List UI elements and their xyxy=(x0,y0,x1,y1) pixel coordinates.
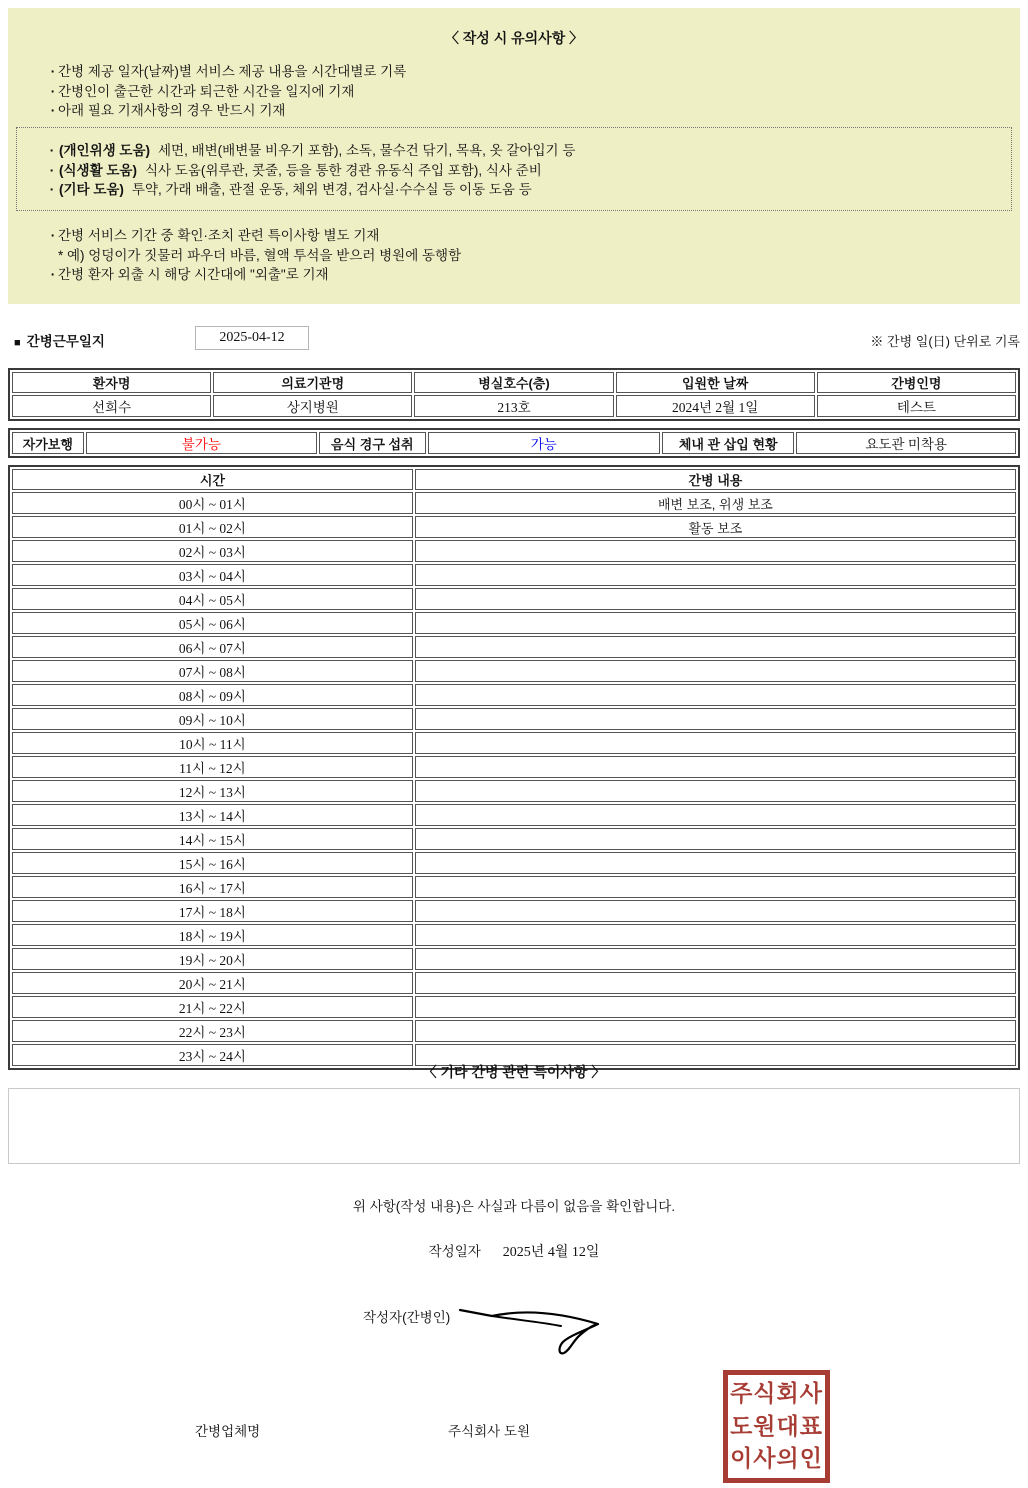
care-content-cell xyxy=(415,540,1016,562)
hourly-care-row xyxy=(12,708,1016,730)
bullet-marker: · xyxy=(50,228,56,243)
care-content-cell xyxy=(415,996,1016,1018)
care-content-cell xyxy=(415,972,1016,994)
worklog-title xyxy=(14,330,105,350)
patient-column-header: 입원한 날짜 xyxy=(616,372,815,393)
time-slot-cell: 19시 ~ 20시 xyxy=(12,948,413,970)
caregiver-signature xyxy=(440,1294,620,1364)
patient-header-row xyxy=(12,372,1016,393)
bullet-marker: · xyxy=(49,182,55,197)
care-content-cell xyxy=(415,732,1016,754)
help-item xyxy=(47,161,1003,181)
notice-bullet xyxy=(48,82,1000,102)
bullet-marker: · xyxy=(50,103,56,118)
notice-top-bullets xyxy=(48,62,1000,121)
time-slot-cell: 18시 ~ 19시 xyxy=(12,924,413,946)
hourly-care-row xyxy=(12,996,1016,1018)
help-item-label: (식생활 도움) xyxy=(59,162,137,178)
patient-status-table xyxy=(8,428,1020,458)
care-content-cell xyxy=(415,804,1016,826)
notice-bottom-bullets xyxy=(48,226,1000,285)
bullet-text: 간병 환자 외출 시 해당 시간대에 "외출"로 기재 xyxy=(58,267,329,282)
time-slot-cell: 20시 ~ 21시 xyxy=(12,972,413,994)
time-slot-cell: 14시 ~ 15시 xyxy=(12,828,413,850)
stamp-line: 이사의인 xyxy=(730,1445,823,1471)
time-slot-cell: 15시 ~ 16시 xyxy=(12,852,413,874)
time-slot-cell: 07시 ~ 08시 xyxy=(12,660,413,682)
hourly-care-row xyxy=(12,492,1016,514)
care-content-cell xyxy=(415,780,1016,802)
company-label: 간병업체명 xyxy=(195,1424,261,1439)
stamp-line: 도원대표 xyxy=(730,1413,823,1439)
written-date-value: 2025년 4월 12일 xyxy=(502,1245,600,1260)
hourly-care-row xyxy=(12,660,1016,682)
tube-status-label: 체내 관 삽입 현황 xyxy=(662,432,794,454)
stamp-line: 주식회사 xyxy=(730,1381,823,1407)
bullet-marker: · xyxy=(50,267,56,282)
hourly-care-row xyxy=(12,972,1016,994)
patient-status-row xyxy=(12,432,1016,454)
time-slot-cell: 17시 ~ 18시 xyxy=(12,900,413,922)
care-content-cell xyxy=(415,876,1016,898)
time-slot-cell: 06시 ~ 07시 xyxy=(12,636,413,658)
help-item-label: (기타 도움) xyxy=(59,182,124,197)
hourly-care-row xyxy=(12,924,1016,946)
time-column-header: 시간 xyxy=(12,469,413,490)
confirmation-statement: 위 사항(작성 내용)은 사실과 다름이 없음을 확인합니다. xyxy=(352,1199,676,1214)
oral-intake-value: 가능 xyxy=(428,432,661,454)
hourly-care-row xyxy=(12,948,1016,970)
notice-title: 〈 작성 시 유의사항 〉 xyxy=(444,30,584,46)
notice-bullet xyxy=(48,62,1000,82)
bullet-text: 간병 제공 일자(날짜)별 서비스 제공 내용을 시간대별로 기록 xyxy=(58,64,407,79)
time-slot-cell: 23시 ~ 24시 xyxy=(12,1044,413,1066)
hourly-care-row xyxy=(12,516,1016,538)
patient-column-header: 간병인명 xyxy=(817,372,1016,393)
hourly-care-row xyxy=(12,612,1016,634)
help-item xyxy=(47,141,1003,161)
worklog-date-input[interactable]: 2025-04-12 xyxy=(195,326,309,350)
bullet-text: 투약, 가래 배출, 관절 운동, 체위 변경, 검사실·수수실 등 이동 도움 등 xyxy=(131,182,532,197)
time-slot-cell: 22시 ~ 23시 xyxy=(12,1020,413,1042)
hourly-care-row xyxy=(12,876,1016,898)
patient-column-header: 환자명 xyxy=(12,372,211,393)
walk-status-label: 자가보행 xyxy=(12,432,84,454)
tube-status-value: 요도관 미착용 xyxy=(796,432,1016,454)
company-seal-stamp xyxy=(723,1370,830,1483)
required-items-box xyxy=(16,127,1012,211)
care-content-cell xyxy=(415,756,1016,778)
bullet-text: 세면, 배변(배변물 비우기 포함), 소독, 물수건 닦기, 목욕, 옷 갈아입기 등 xyxy=(158,143,576,158)
hourly-care-row xyxy=(12,804,1016,826)
care-content-cell xyxy=(415,1020,1016,1042)
hourly-care-row xyxy=(12,540,1016,562)
hourly-care-table xyxy=(8,465,1020,1070)
notice-bullet xyxy=(48,226,1000,246)
special-notes-title: 〈 기타 간병 관련 특이사항 〉 xyxy=(422,1064,606,1080)
time-slot-cell: 05시 ~ 06시 xyxy=(12,612,413,634)
care-content-cell xyxy=(415,948,1016,970)
hourly-care-row xyxy=(12,756,1016,778)
time-slot-cell: 21시 ~ 22시 xyxy=(12,996,413,1018)
care-content-cell xyxy=(415,660,1016,682)
walk-status-value: 불가능 xyxy=(86,432,318,454)
hourly-care-row xyxy=(12,636,1016,658)
bullet-text: 아래 필요 기재사항의 경우 반드시 기재 xyxy=(58,103,286,118)
care-content-cell xyxy=(415,564,1016,586)
patient-column-header: 병실호수(층) xyxy=(414,372,613,393)
patient-column-header: 의료기관명 xyxy=(213,372,412,393)
care-content-cell xyxy=(415,900,1016,922)
care-content-cell xyxy=(415,684,1016,706)
patient-value-cell: 선희수 xyxy=(12,395,211,417)
worklog-title-text: 간병근무일지 xyxy=(26,334,105,349)
hourly-care-row xyxy=(12,684,1016,706)
notice-bullet xyxy=(48,101,1000,121)
hourly-care-row xyxy=(12,852,1016,874)
time-slot-cell: 16시 ~ 17시 xyxy=(12,876,413,898)
time-slot-cell: 10시 ~ 11시 xyxy=(12,732,413,754)
care-content-cell: 배변 보조, 위생 보조 xyxy=(415,492,1016,514)
time-slot-cell: 09시 ~ 10시 xyxy=(12,708,413,730)
hourly-care-row xyxy=(12,732,1016,754)
bullet-marker: · xyxy=(49,162,55,178)
hourly-care-row xyxy=(12,588,1016,610)
time-slot-cell: 01시 ~ 02시 xyxy=(12,516,413,538)
patient-value-cell: 상지병원 xyxy=(213,395,412,417)
patient-value-cell: 213호 xyxy=(414,395,613,417)
bullet-marker: · xyxy=(50,64,56,79)
hourly-care-row xyxy=(12,780,1016,802)
care-content-cell xyxy=(415,636,1016,658)
bullet-text: 식사 도움(위루관, 콧줄, 등을 통한 경관 유동식 주입 포함), 식사 준비 xyxy=(144,162,542,178)
time-slot-cell: 12시 ~ 13시 xyxy=(12,780,413,802)
patient-value-row xyxy=(12,395,1016,417)
care-content-column-header: 간병 내용 xyxy=(415,469,1016,490)
care-content-cell xyxy=(415,588,1016,610)
care-content-cell xyxy=(415,924,1016,946)
time-slot-cell: 04시 ~ 05시 xyxy=(12,588,413,610)
time-slot-cell: 13시 ~ 14시 xyxy=(12,804,413,826)
time-slot-cell: 11시 ~ 12시 xyxy=(12,756,413,778)
company-name: 주식회사 도원 xyxy=(448,1424,530,1439)
notice-bullet xyxy=(48,265,1000,285)
patient-value-cell: 테스트 xyxy=(817,395,1016,417)
bullet-marker: · xyxy=(50,83,56,99)
daily-unit-note: ※ 간병 일(日) 단위로 기록 xyxy=(870,334,1020,349)
time-slot-cell: 02시 ~ 03시 xyxy=(12,540,413,562)
worklog-header-row xyxy=(8,326,1020,352)
care-content-cell: 활동 보조 xyxy=(415,516,1016,538)
care-content-cell xyxy=(415,828,1016,850)
help-item-label: (개인위생 도움) xyxy=(59,143,150,158)
patient-value-cell: 2024년 2월 1일 xyxy=(616,395,815,417)
care-content-cell xyxy=(415,708,1016,730)
patient-info-table xyxy=(8,368,1020,421)
care-content-cell xyxy=(415,852,1016,874)
written-date-label: 작성일자 xyxy=(428,1244,481,1259)
oral-intake-label: 음식 경구 섭취 xyxy=(319,432,425,454)
hourly-care-header-row xyxy=(12,469,1016,490)
help-item xyxy=(47,180,1003,200)
hourly-care-row xyxy=(12,828,1016,850)
notice-box xyxy=(8,8,1020,304)
bullet-text: 간병인이 출근한 시간과 퇴근한 시간을 일지에 기재 xyxy=(58,83,355,99)
square-marker-icon: ■ xyxy=(14,337,21,349)
notice-bullet xyxy=(48,246,1000,266)
bullet-marker: · xyxy=(49,143,55,158)
writer-label: 작성자(간병인) xyxy=(363,1310,451,1325)
bullet-text: * 예) 엉덩이가 짓물러 파우더 바름, 혈액 투석을 받으러 병원에 동행함 xyxy=(58,247,462,263)
hourly-care-row xyxy=(12,564,1016,586)
hourly-care-row xyxy=(12,900,1016,922)
special-notes-input[interactable] xyxy=(8,1088,1020,1164)
time-slot-cell: 00시 ~ 01시 xyxy=(12,492,413,514)
hourly-care-row xyxy=(12,1020,1016,1042)
care-content-cell xyxy=(415,612,1016,634)
written-date-line xyxy=(0,1240,1028,1261)
bullet-text: 간병 서비스 기간 중 확인·조치 관련 특이사항 별도 기재 xyxy=(58,228,380,243)
time-slot-cell: 08시 ~ 09시 xyxy=(12,684,413,706)
time-slot-cell: 03시 ~ 04시 xyxy=(12,564,413,586)
